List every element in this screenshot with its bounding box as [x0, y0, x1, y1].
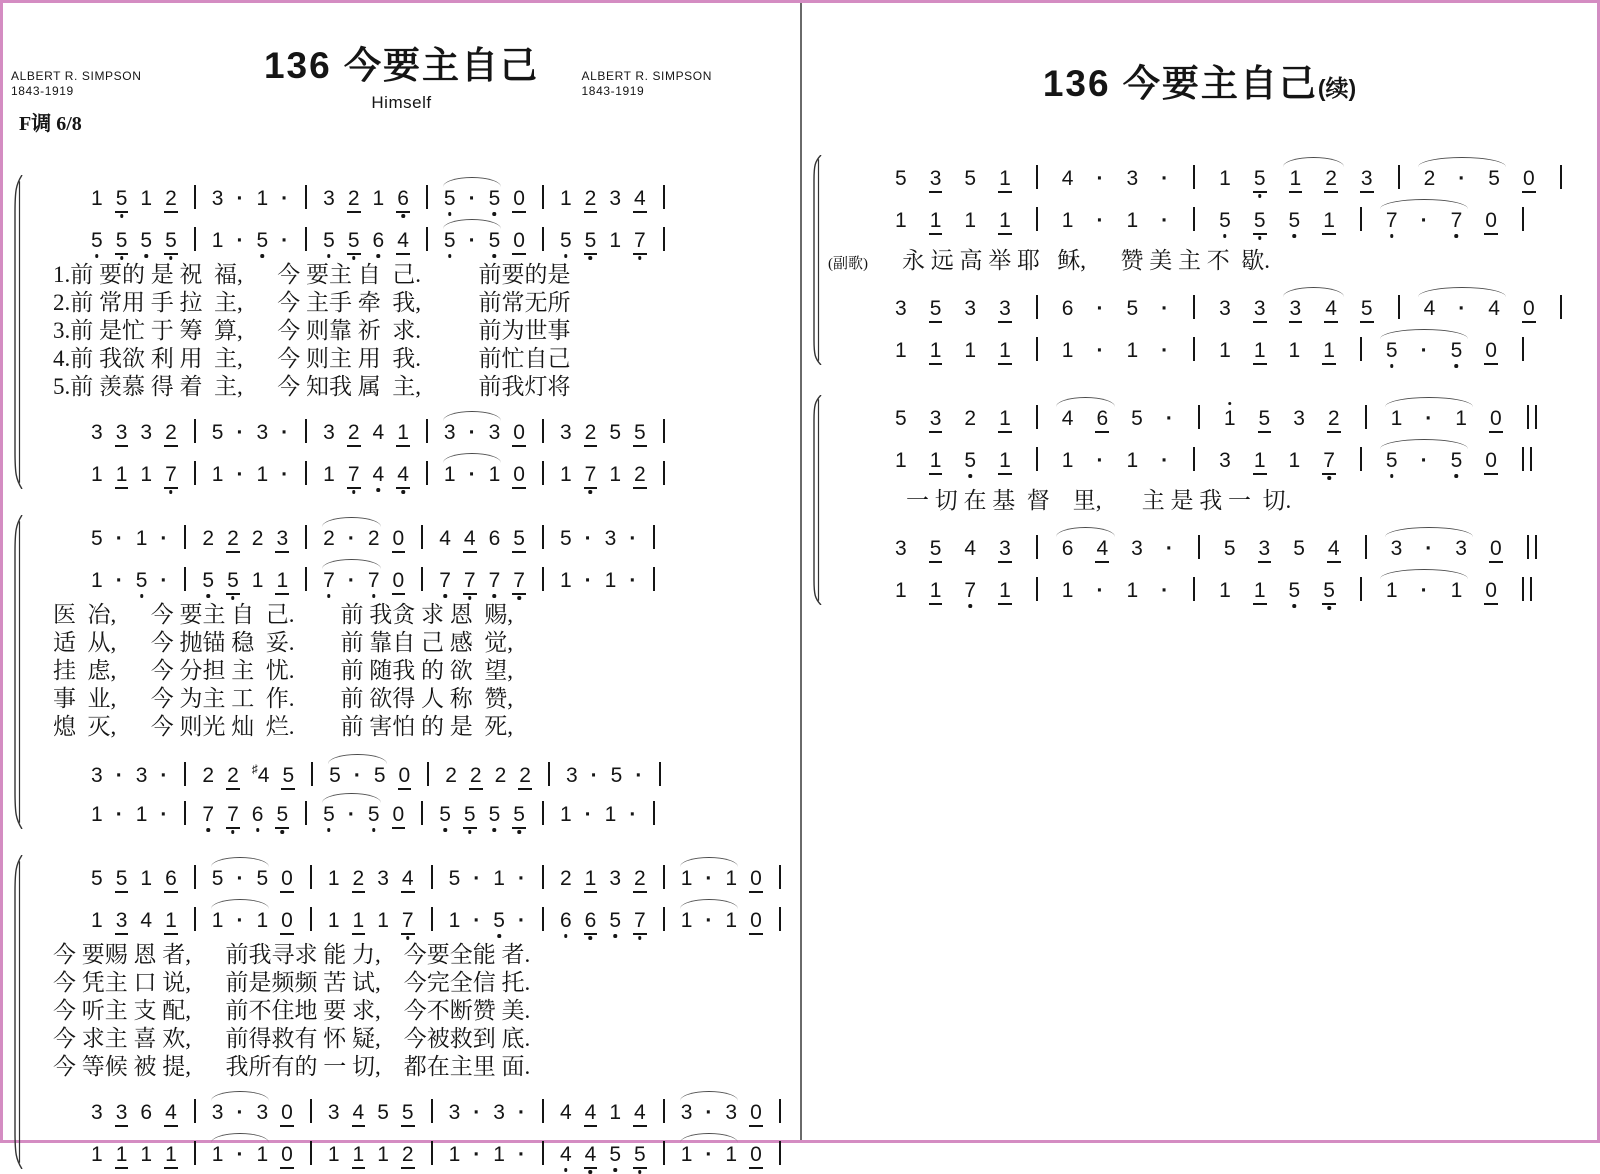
- lyric-line: 今 求主 喜 欢, 前得救有 怀 疑, 今被救到 底.: [53, 1026, 531, 1051]
- notation-line-bass: 1 · 1 · 7 7 6 5 5 · 5 0 5 5 5 5 1 · 1 ·: [7, 789, 800, 831]
- lyric-line: 2.前 常用 手 拉 主, 今 主手 牵 我, 前常无所: [53, 290, 571, 315]
- lyric-line: 医 冶, 今 要主 自 己. 前 我贪 求 恩 赐,: [53, 602, 513, 627]
- notation-line-alto: 1 3 4 1 1 · 1 0 1 1 1 7 1 · 5 · 6 6 5 7 1 · 1 0: [7, 895, 800, 937]
- composer-credit-left: [11, 69, 141, 99]
- music-system: [3, 513, 800, 831]
- composer-name: ALBERT R. SIMPSON: [581, 69, 712, 83]
- notation-line-bass: 1 1 1 1 1 · 1 0 1 1 1 2 1 · 1 · 4 4 5 5 1 · 1 0: [7, 1129, 800, 1171]
- system-bracket-icon: [808, 155, 824, 365]
- notation-line-soprano: 5 · 1 · 2 2 2 3 2 · 2 0 4 4 6 5 5 · 3 ·: [7, 513, 800, 555]
- notation-line-tenor: 3 · 3 · 2 2 ♯4 5 5 · 5 0 2 2 2 2 3 · 5 ·: [7, 747, 800, 789]
- notation-line-bass: 1 1 1 7 1 · 1 · 1 7 4 4 1 · 1 0 1 7 1 2: [7, 449, 800, 491]
- hymn-subtitle: Himself: [371, 93, 432, 112]
- verse-lyrics: [7, 941, 800, 1081]
- lyric-line: 一 切 在 基 督 里, 主 是 我 一 切.: [906, 488, 1292, 513]
- lyric-line: 今 等候 被 提, 我所有的 一 切, 都在主里 面.: [53, 1054, 531, 1079]
- chorus-lyrics: [806, 247, 1597, 275]
- lyric-line: 3.前 是忙 于 筹 算, 今 则靠 祈 求. 前为世事: [53, 318, 571, 343]
- lyric-line: 挂 虑, 今 分担 主 忧. 前 随我 的 欲 望,: [53, 658, 513, 683]
- lyric-line: 4.前 我欲 利 用 主, 今 则主 用 我. 前忙自己: [53, 346, 571, 371]
- system-bracket-icon: [9, 855, 25, 1169]
- key-signature: F调 6/8: [19, 113, 82, 135]
- composer-years: 1843-1919: [581, 84, 645, 98]
- lyric-line: 今 凭主 口 说, 前是频频 苦 试, 今完全信 托.: [53, 970, 531, 995]
- lyric-line: 1.前 要的 是 祝 福, 今 要主 自 己. 前要的是: [53, 262, 571, 287]
- notation-line-bass: 1 1 1 1 1 · 1 · 1 1 1 1 5 · 5 0: [806, 325, 1597, 367]
- notation-line-tenor: 3 5 3 3 6 · 5 · 3 3 3 4 5 4 · 4 0: [806, 283, 1597, 325]
- music-system: [3, 173, 800, 491]
- notation-line-soprano: 5 5 1 6 5 · 5 0 1 2 3 4 5 · 1 · 2 1 3 2 1 · 1 0: [7, 853, 800, 895]
- lyric-line: 事 业, 今 为主 工 作. 前 欲得 人 称 赞,: [53, 686, 513, 711]
- notation-line-alto: 1 · 5 · 5 5 1 1 7 · 7 0 7 7 7 7 1 · 1 ·: [7, 555, 800, 597]
- left-page-header: [3, 3, 800, 173]
- music-system: [802, 153, 1597, 367]
- lyric-line: 5.前 羡慕 得 着 主, 今 知我 属 主, 前我灯将: [53, 374, 571, 399]
- composer-name: ALBERT R. SIMPSON: [11, 69, 142, 83]
- system-bracket-icon: [808, 395, 824, 605]
- notation-line-alto: 5 5 5 5 1 · 5 · 5 5 6 4 5 · 5 0 5 5 1 7: [7, 215, 800, 257]
- composer-years: 1843-1919: [11, 84, 74, 98]
- page-title-text: 136 今要主自己: [1042, 63, 1318, 104]
- notation-line-bass: 1 1 7 1 1 · 1 · 1 1 5 5 1 · 1 0: [806, 565, 1597, 607]
- verse-lyrics: [7, 261, 800, 401]
- system-bracket-icon: [9, 515, 25, 829]
- notation-line-soprano: 5 3 2 1 4 6 5 · 1 5 3 2 1 · 1 0: [806, 393, 1597, 435]
- verse-lyrics: [7, 601, 800, 741]
- notation-line-tenor: 3 5 4 3 6 4 3 · 5 3 5 4 3 · 3 0: [806, 523, 1597, 565]
- notation-line-tenor: 3 3 3 2 5 · 3 · 3 2 4 1 3 · 3 0 3 2 5 5: [7, 407, 800, 449]
- system-bracket-icon: [9, 175, 25, 489]
- left-page: [3, 3, 800, 1166]
- notation-line-soprano: 5 3 5 1 4 · 3 · 1 5 1 2 3 2 · 5 0: [806, 153, 1597, 195]
- lyric-line: 熄 灭, 今 则光 灿 烂. 前 害怕 的 是 死,: [53, 714, 513, 739]
- music-system: [802, 393, 1597, 607]
- notation-line-alto: 1 1 1 1 1 · 1 · 5 5 5 1 7 · 7 0: [806, 195, 1597, 237]
- page-title: [802, 63, 1597, 109]
- lyric-line: 今 听主 支 配, 前不住地 要 求, 今不断赞 美.: [53, 998, 531, 1023]
- composer-credit-right: [582, 69, 712, 99]
- lyric-line: 今 要赐 恩 者, 前我寻求 能 力, 今要全能 者.: [53, 942, 531, 967]
- lyric-line: 永 远 高 举 耶 稣, 赞 美 主 不 歇.: [902, 248, 1270, 273]
- right-page: [800, 3, 1597, 1140]
- chorus-label: (副歌): [828, 256, 868, 272]
- page-title: 136 今要主自己: [263, 45, 539, 86]
- lyric-line: 适 从, 今 抛锚 稳 妥. 前 靠自 己 感 觉,: [53, 630, 513, 655]
- notation-line-tenor: 3 3 6 4 3 · 3 0 3 4 5 5 3 · 3 · 4 4 1 4 3 · 3 0: [7, 1087, 800, 1129]
- page-title-suffix: (续): [1317, 75, 1357, 101]
- right-page-header: [802, 3, 1597, 153]
- notation-line-soprano: 1 5 1 2 3 · 1 · 3 2 1 6 5 · 5 0 1 2 3 4: [7, 173, 800, 215]
- music-system: [3, 853, 800, 1171]
- notation-line-alto: 1 1 5 1 1 · 1 · 3 1 1 7 5 · 5 0: [806, 435, 1597, 477]
